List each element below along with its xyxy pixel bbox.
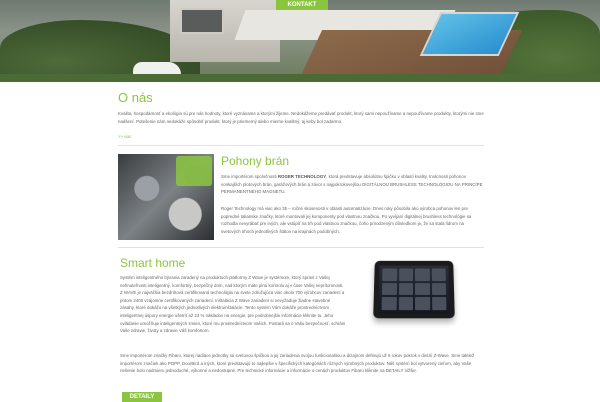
gates-image-accent xyxy=(176,156,212,186)
divider xyxy=(118,145,484,146)
smart-text-1: Systém inteligentného bývania zaradený na produktoch platformy Z Wave je systémom, ktorý spraví z Vašej nehnuteľnosti inteligentný, komfortný, bezpečný dom, nad ktorým máte plnú kontrolu aj v čase Vašej neprítomnosti. Z WAVE je najväčšia bezdrôtová certifikovaná technológia na svete združujúca viac okolo 700 výrobcov zariadení a pritom 2400 vzájomne certifikovaných zariadení. Inštalácia Z Wave zariadení si nevyžaduje žiadne stavebné zásahy, ktoré dokážu na všetkých jednotlivých elektroinštalácie. Tento systém Vám dokáže prostredníctvom inteligentnej úspory energie ušetriť až 23 % nákladov na energie, pre podrobnejšie informácie kliknite tu. Jeho ovládanie umožňuje inteligentných zmien, ktoré mu prostredníctvom Vašich. Postará sa o Vašu bezpečnosť, ochráni Vaše zdravie, životy a zdravie Váš komfortom. xyxy=(120,275,346,334)
about-more-link[interactable]: >> viac xyxy=(118,134,132,139)
gates-text-2: Roger Technology má viac ako 35 – ročné skúsenosti v oblasti automatizácie. Dnes roky pôsobila ako výrobca pohonov len pre popredné talianske značky, ktoré montovali jej komponenty pod vlastnou značkou. Po vyvíjaní digitálnej brushless technológie sa rozhodla nevyrábať pre iných, ale vstúpiť na trh pod vlastnou značkou, čoho prirodzeným dôsledkom je, že sa stala lídrom na svetových trhoch jednotlivých štátov na krajinách podobných. xyxy=(221,206,472,234)
about-text: Kvalita, hospodárnosť a ekológia sú pre nás hodnoty, ktoré vyznávame a ktorými žijeme. Nedokážeme predávať produkt, ktorý sami nepoužívame a nepoužívame produkty, ktorými nie sme nadšení. Potešenie nám nedokáže spôsobiť produkt, ktorý je priemerný alebo mierne kvalitný, aj keby bol zadarmo. xyxy=(118,111,484,124)
gates-brand: ROGER TECHNOLOGY xyxy=(277,174,327,179)
smart-title: Smart home xyxy=(120,256,186,270)
hero-house-window xyxy=(180,8,224,34)
contact-button[interactable]: KONTAKT xyxy=(276,0,328,10)
gates-text-1-prefix: Sme importérom spoločnosti xyxy=(221,174,278,179)
divider xyxy=(118,247,484,248)
hero-image xyxy=(0,0,600,82)
gates-title: Pohony brán xyxy=(221,154,290,168)
hero-lawn xyxy=(0,74,600,82)
gates-text-1 xyxy=(221,173,483,196)
tablet-image xyxy=(373,261,455,318)
about-title: O nás xyxy=(118,90,153,105)
smart-text-2: Sme importérom značky Fibaro, ktorej riadiace jednotky sú svetovou špičkou a jej zariadenia svojou funkcionalitou a dizajnom definujú už 6 rokov pokrok v divízii Z-Wave. Sme taktiež importérom značiek ako POPP, DoorBird a iných, ktoré predstavujú to najlepšie v špecifických kategóriách rôznych výrobných produktov. Náš systém bol vytvorený cieľom, aby Vaše riešenie bolo nadmieru jednoduché, výkonné a nedostupné. Pre technické informácie a informácie o cenách produktov Fibaro kliknite na DETAILY nižšie. xyxy=(120,353,475,374)
gates-text-1-rest: , ktorá predstavuje absolútnu špičku v oblasti kvality, trvácnosti pohonov vonkajších plotových brán, garážových brán a závor s najpokrokovejšou DIGITÁLNOU BRUSHLESS TECHNOLÓGIOU NA PRINCÍPE PERMANENTNÉHO MAGNETU. xyxy=(221,174,483,195)
tablet-screen xyxy=(378,266,449,314)
details-button[interactable]: DETAILY xyxy=(122,392,162,402)
